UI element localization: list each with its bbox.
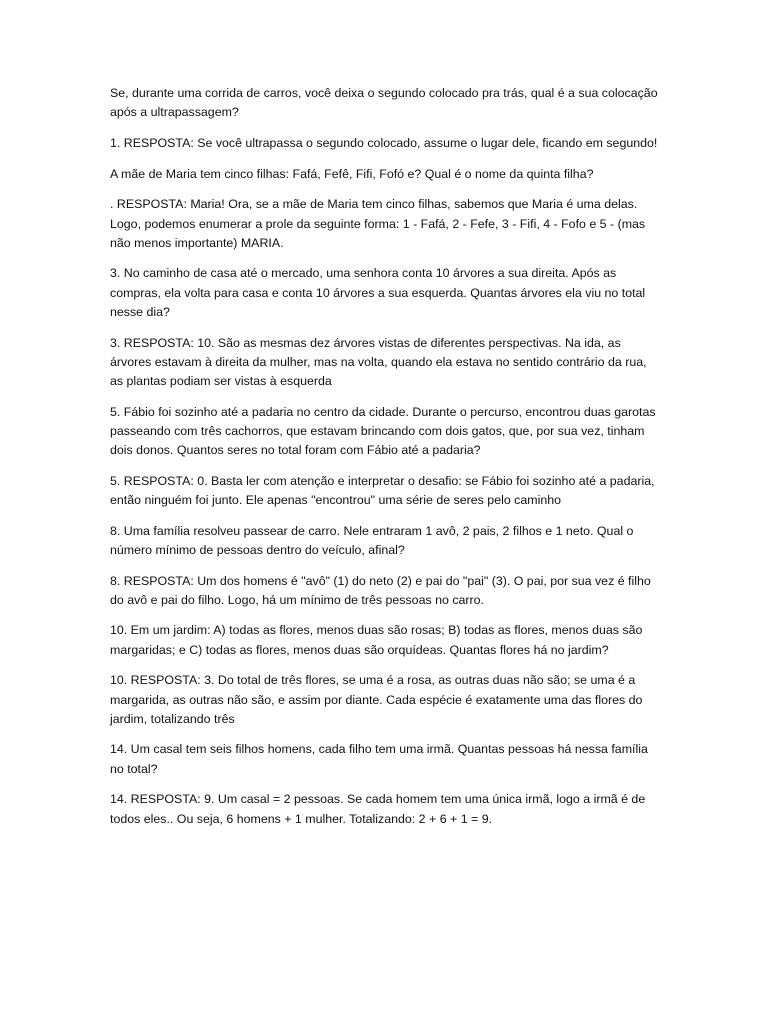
- question-paragraph: 10. Em um jardim: A) todas as flores, menos duas são rosas; B) todas as flores, menos duas são margaridas; e C) todas as flores, menos duas são orquídeas. Quantas flores há no jardim?: [110, 623, 643, 657]
- answer-paragraph: 1. RESPOSTA: Se você ultrapassa o segundo colocado, assume o lugar dele, ficando em segundo!: [110, 135, 658, 150]
- answer-paragraph: . RESPOSTA: Maria! Ora, se a mãe de Maria tem cinco filhas, sabemos que Maria é uma delas. Logo, podemos enumerar a prole da seguinte forma: 1 - Fafá, 2 - Fefe, 3 - Fifi, 4 - Fofo e 5 - (mas não menos importante) MARIA.: [110, 197, 646, 250]
- question-paragraph: Se, durante uma corrida de carros, você deixa o segundo colocado pra trás, qual é a sua colocação após a ultrapassagem?: [110, 86, 658, 120]
- answer-paragraph: 10. RESPOSTA: 3. Do total de três flores, se uma é a rosa, as outras duas não são; se uma é a margarida, as outras não são, e assim por diante. Cada espécie é exatamente uma das flores do jardim, totalizando três: [110, 673, 643, 726]
- question-paragraph: 5. Fábio foi sozinho até a padaria no centro da cidade. Durante o percurso, encontrou duas garotas passeando com três cachorros, que estavam brincando com dois gatos, que, por sua vez, tinham dois donos. Quantos seres no total foram com Fábio até a padaria?: [110, 404, 656, 458]
- document-page: [110, 84, 658, 840]
- question-paragraph: 14. Um casal tem seis filhos homens, cada filho tem uma irmã. Quantas pessoas há nessa família no total?: [110, 742, 648, 776]
- question-paragraph: 8. Uma família resolveu passear de carro. Nele entraram 1 avô, 2 pais, 2 filhos e 1 neto. Qual o número mínimo de pessoas dentro do veículo, afinal?: [110, 523, 634, 557]
- answer-paragraph: 14. RESPOSTA: 9. Um casal = 2 pessoas. Se cada homem tem uma única irmã, logo a irmã é de todos eles.. Ou seja, 6 homens + 1 mulher. Totalizando: 2 + 6 + 1 = 9.: [110, 792, 646, 826]
- answer-paragraph: 5. RESPOSTA: 0. Basta ler com atenção e interpretar o desafio: se Fábio foi sozinho até a padaria, então ninguém foi junto. Ele apenas "encontrou" uma série de seres pelo caminho: [110, 473, 655, 507]
- answer-paragraph: 8. RESPOSTA: Um dos homens é "avô" (1) do neto (2) e pai do "pai" (3). O pai, por sua vez é filho do avô e pai do filho. Logo, há um mínimo de três pessoas no carro.: [110, 573, 651, 607]
- question-paragraph: A mãe de Maria tem cinco filhas: Fafá, Fefê, Fifi, Fofó e? Qual é o nome da quinta filha?: [110, 166, 594, 181]
- question-paragraph: 3. No caminho de casa até o mercado, uma senhora conta 10 árvores a sua direita. Após as compras, ela volta para casa e conta 10 árvores a sua esquerda. Quantas árvores ela viu no total nesse dia?: [110, 266, 646, 319]
- answer-paragraph: 3. RESPOSTA: 10. São as mesmas dez árvores vistas de diferentes perspectivas. Na ida, as árvores estavam à direita da mulher, mas na volta, quando ela estava no sentido contrário da rua, as plantas podiam ser vistas à esquerda: [110, 335, 647, 388]
